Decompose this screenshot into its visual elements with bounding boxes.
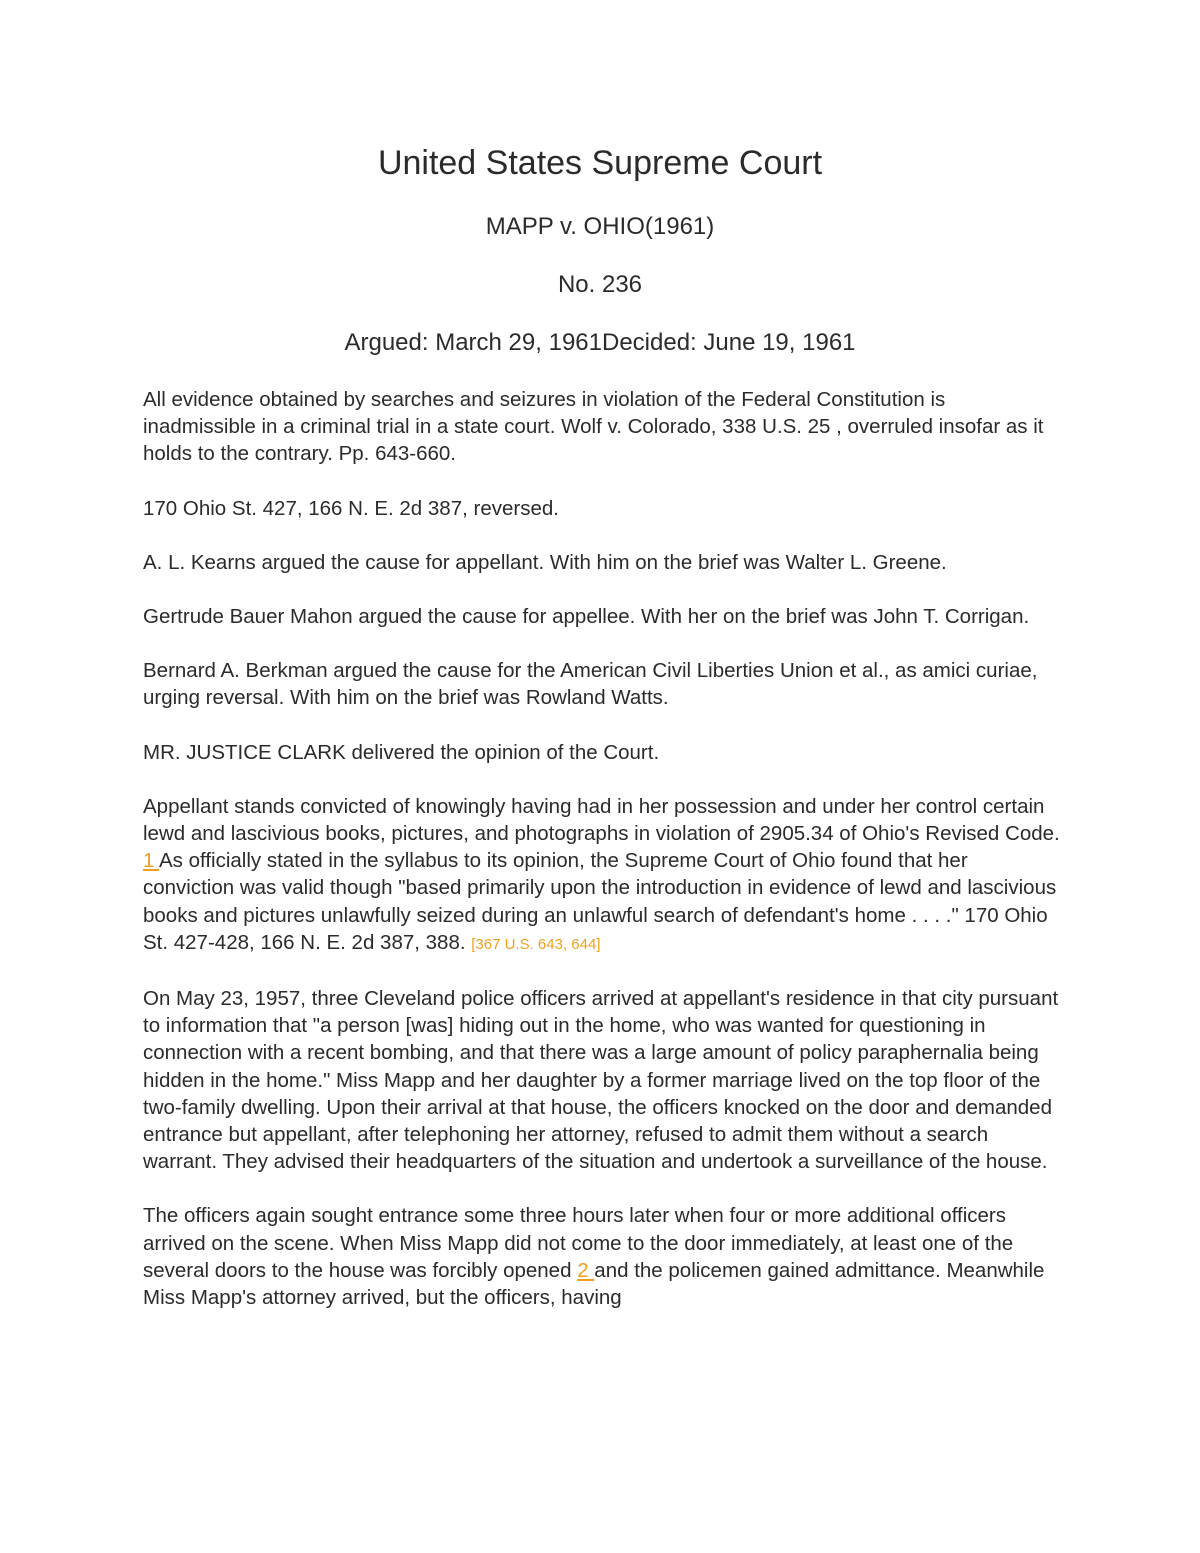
footnote-link-2[interactable]: 2 <box>577 1258 595 1282</box>
paragraph-text: The officers again sought entrance some three hours later when four or more additional officers arrived on the scene. When Miss Mapp did not come to the door immediately, at least one of the several doors to the house was forcibly opened <box>143 1204 1014 1282</box>
opinion-paragraph <box>143 1202 1063 1311</box>
decided-date: Decided: June 19, 1961 <box>601 329 856 356</box>
amici-counsel: Bernard A. Berkman argued the cause for the American Civil Liberties Union et al., as amici curiae, urging reversal. With him on the brief was Rowland Watts. <box>143 659 1038 710</box>
argued-date: Argued: March 29, 1961 <box>344 329 602 356</box>
page-reference-link[interactable]: [367 U.S. 643, 644] <box>471 935 601 953</box>
opinion-paragraph: On May 23, 1957, three Cleveland police officers arrived at appellant's residence in that city pursuant to information that "a person [was] hiding out in the home, who was wanted for questioning in connection with a recent bombing, and that there was a large amount of policy paraphernalia being hidden in the home." Miss Mapp and her daughter by a former marriage lived on the top floor of the two-family dwelling. Upon their arrival at that house, the officers knocked on the door and demanded entrance but appellant, after telephoning her attorney, refused to admit them without a search warrant. They advised their headquarters of the situation and undertook a surveillance of the house. <box>143 987 1059 1174</box>
syllabus-paragraph: All evidence obtained by searches and seizures in violation of the Federal Constitution is inadmissible in a criminal trial in a state court. Wolf v. Colorado, 338 U.S. 25 , overruled insofar as it holds to the contrary. Pp. 643-660. <box>143 388 1044 466</box>
opinion-paragraph <box>143 793 1063 958</box>
lower-court-citation: 170 Ohio St. 427, 166 N. E. 2d 387, reversed. <box>143 496 559 520</box>
case-dates <box>143 328 1057 358</box>
appellee-counsel: Gertrude Bauer Mahon argued the cause for appellee. With her on the brief was John T. Corrigan. <box>143 605 1030 629</box>
court-title: United States Supreme Court <box>377 144 823 182</box>
paragraph-text: Appellant stands convicted of knowingly having had in her possession and under her control certain lewd and lascivious books, pictures, and photographs in violation of 2905.34 of Ohio's Revised Code. <box>143 794 1060 846</box>
case-number: No. 236 <box>557 271 643 298</box>
paragraph-text: and the policemen gained admittance. Meanwhile Miss Mapp's attorney arrived, but the officers, having <box>143 1258 1045 1310</box>
case-name: MAPP v. OHIO(1961) <box>485 213 715 240</box>
paragraph-text: As officially stated in the syllabus to its opinion, the Supreme Court of Ohio found that her conviction was valid though "based primarily upon the introduction in evidence of lewd and lascivious books and pictures unlawfully seized during an unlawful search of defendant's home . . . ." 170 Ohio St. 427-428, 166 N. E. 2d 387, 388. <box>143 849 1057 954</box>
opinion-body <box>143 386 1063 1338</box>
appellant-counsel: A. L. Kearns argued the cause for appellant. With him on the brief was Walter L. Greene. <box>143 550 947 574</box>
opinion-intro: MR. JUSTICE CLARK delivered the opinion of the Court. <box>143 740 660 764</box>
footnote-link-1[interactable]: 1 <box>143 849 159 873</box>
